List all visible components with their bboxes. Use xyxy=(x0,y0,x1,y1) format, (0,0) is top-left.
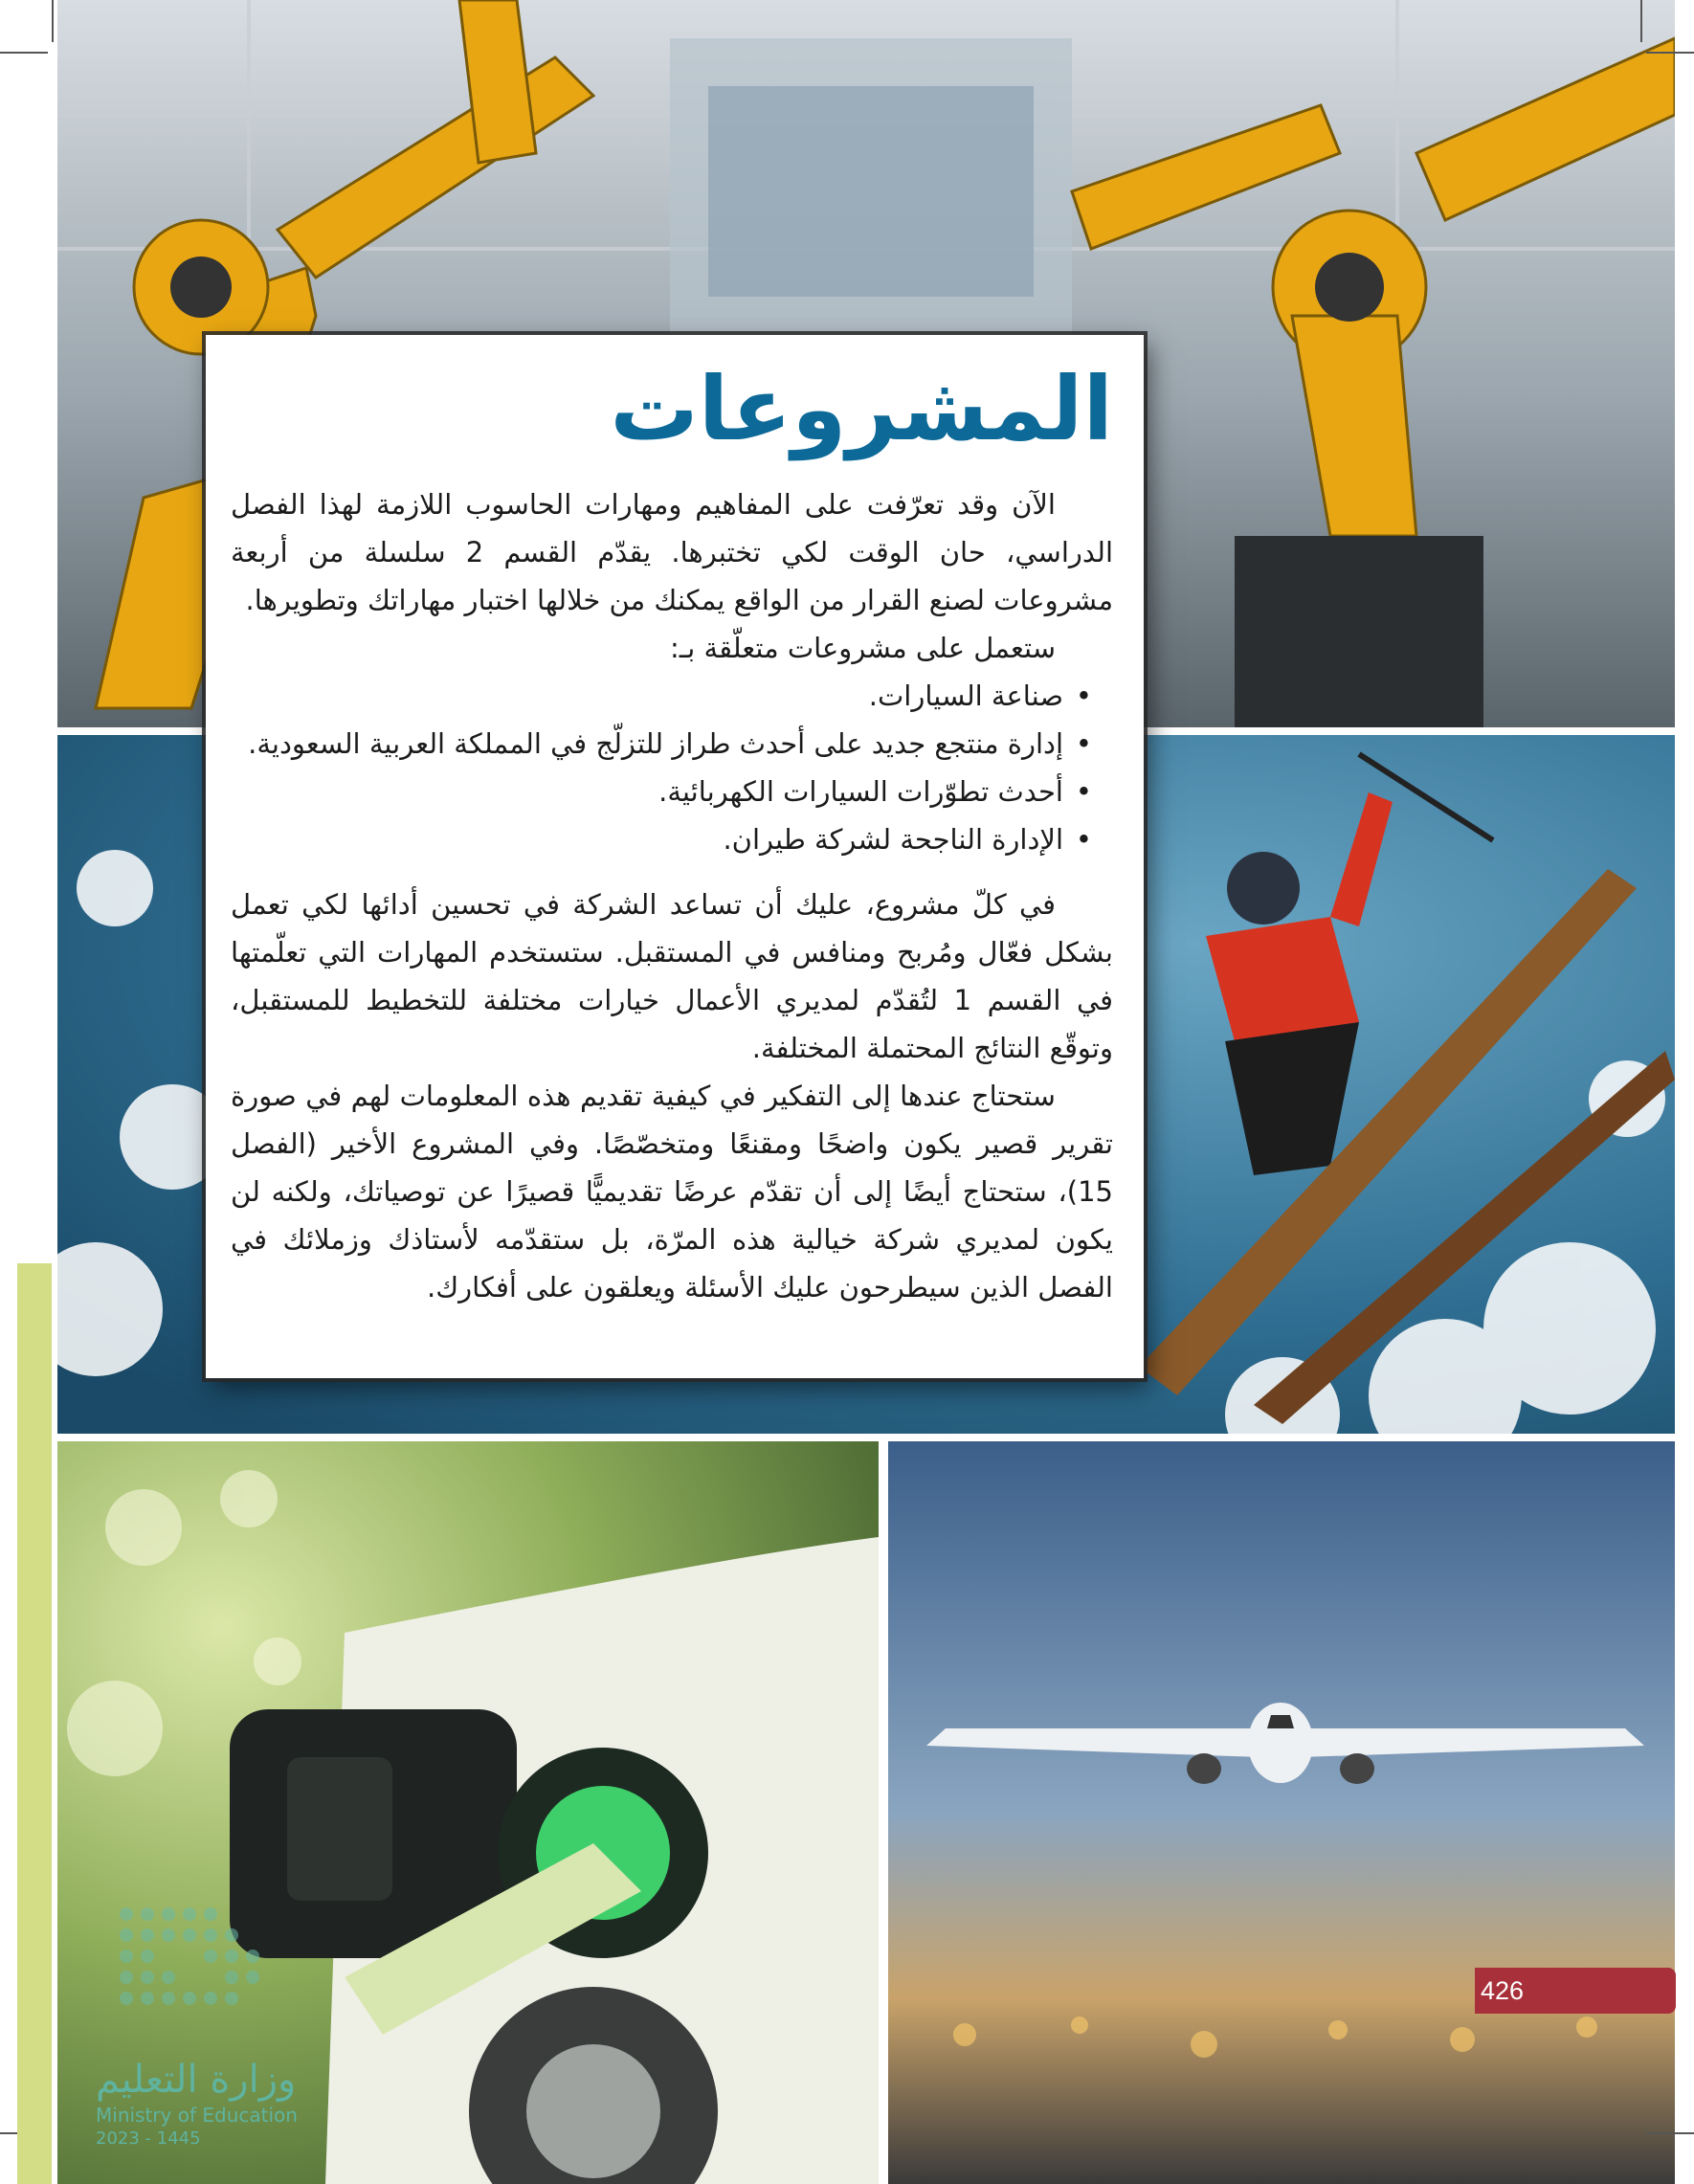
body-paragraph: ستحتاج عندها إلى التفكير في كيفية تقديم هذه المعلومات لهم في صورة تقرير قصير يكون واضحًا ومقنعًا ومتخصّصًا. وفي المشروع الأخير (الفصل 15)، ستحتاج أيضًا إلى أن تقدّم عرضًا تقديميًّا قصيرًا عن توصياتك، ولكنه لن يكون لمديري شركة خيالية هذه المرّة، بل ستقدّمه لأستاذك وزملائك في الفصل الذين سيطرحون عليك الأسئلة ويعلقون على أفكارك. xyxy=(231,1080,1113,1304)
airplane-photo xyxy=(888,1441,1675,2184)
ministry-name-arabic: وزارة التعليم xyxy=(96,2058,297,2102)
body-paragraph: في كلّ مشروع، عليك أن تساعد الشركة في تحسين أدائها لكي تعمل بشكل فعّال ومُربح ومنافس في المستقبل. ستستخدم المهارات التي تعلّمتها في القسم 1 لتُقدّم لمديري الأعمال خيارات مختلفة للتخطيط للمستقبل، وتوقّع النتائج المحتملة المختلفة. xyxy=(231,888,1113,1064)
crop-mark xyxy=(52,0,54,42)
page-title: المشروعات xyxy=(610,358,1113,460)
list-item: • أحدث تطوّرات السيارات الكهربائية. xyxy=(231,768,1063,815)
side-color-band xyxy=(17,1263,52,2184)
crop-mark xyxy=(1640,0,1642,42)
list-intro: ستعمل على مشروعات متعلّقة بـ: xyxy=(670,632,1056,664)
list-item: • صناعة السيارات. xyxy=(231,672,1063,720)
ministry-year: 2023 - 1445 xyxy=(96,2128,201,2149)
page-number: 426 xyxy=(1475,1968,1676,2014)
projects-text-panel xyxy=(206,335,1144,1378)
intro-paragraph: الآن وقد تعرّفت على المفاهيم ومهارات الحاسوب اللازمة لهذا الفصل الدراسي، حان الوقت لكي تختبرها. يقدّم القسم 2 سلسلة من أربعة مشروعات لصنع القرار من الواقع يمكنك من خلالها اختبار مهاراتك وتطويرها. xyxy=(231,488,1114,616)
crop-mark xyxy=(1646,2132,1694,2134)
crop-mark xyxy=(0,52,48,54)
list-item: • إدارة منتجع جديد على أحدث طراز للتزلّج في المملكة العربية السعودية. xyxy=(231,720,1063,768)
list-item: • الإدارة الناجحة لشركة طيران. xyxy=(231,815,1063,863)
projects-list xyxy=(231,672,1113,863)
ministry-name-english: Ministry of Education xyxy=(96,2104,298,2127)
crop-mark xyxy=(1646,52,1694,54)
